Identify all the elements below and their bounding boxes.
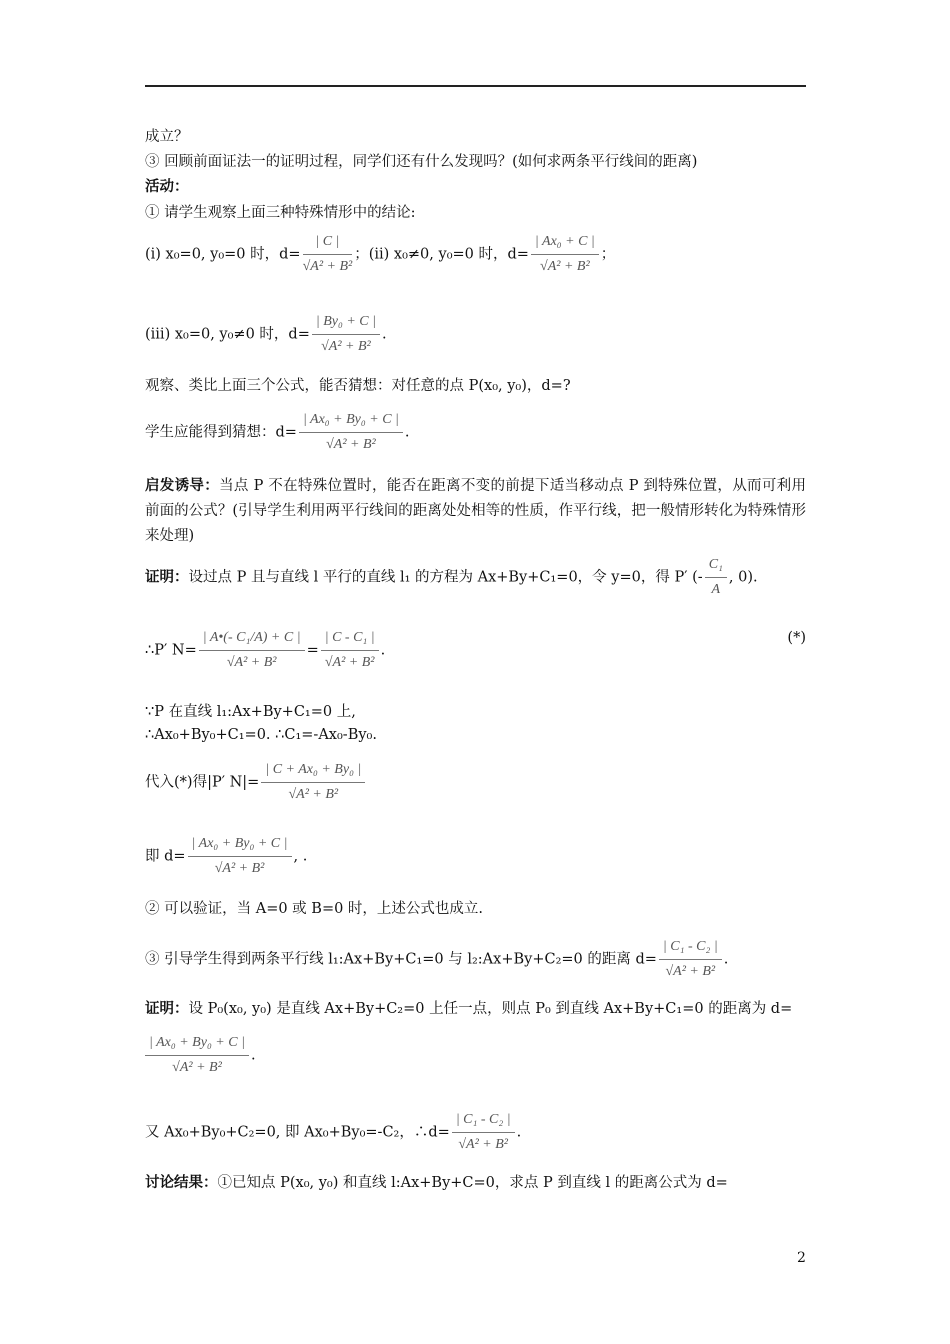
numerator: | Ax₀ + C | bbox=[531, 232, 599, 255]
text-line: ∵P 在直线 l₁:Ax+By+C₁=0 上, bbox=[145, 704, 356, 720]
text: 设 P₀(x₀, y₀) 是直线 Ax+By+C₂=0 上任一点，则点 P₀ 到直线 Ax+By+C₁=0 的距离为 d= bbox=[188, 1001, 793, 1017]
formula-line bbox=[145, 834, 806, 879]
fraction bbox=[321, 628, 379, 673]
denominator: √A² + B² bbox=[172, 1060, 222, 1075]
text: . bbox=[250, 1047, 256, 1064]
text-line: ∴Ax₀+By₀+C₁=0. ∴C₁=-Ax₀-By₀. bbox=[145, 727, 377, 743]
numerator: | Ax₀ + By₀ + C | bbox=[299, 410, 403, 433]
text: , 0). bbox=[728, 569, 758, 586]
numerator: | Ax₀ + By₀ + C | bbox=[145, 1033, 249, 1056]
section-label: 活动： bbox=[145, 178, 189, 195]
denominator: √A² + B² bbox=[321, 339, 371, 354]
formula-line bbox=[145, 628, 806, 673]
numerator: | By₀ + C | bbox=[312, 312, 380, 335]
denominator: √A² + B² bbox=[324, 655, 375, 670]
page-number: 2 bbox=[797, 1250, 806, 1266]
result-label: 讨论结果： bbox=[145, 1174, 218, 1191]
fraction bbox=[659, 937, 722, 982]
fraction bbox=[312, 312, 380, 357]
text-line: ③ 回顾前面证法一的证明过程，同学们还有什么发现吗？(如何求两条平行线间的距离) bbox=[145, 154, 698, 170]
numerator: | C - C₁ | bbox=[321, 628, 379, 651]
text: 即 d= bbox=[145, 848, 186, 865]
text: ； bbox=[600, 246, 616, 263]
numerator: | C₁ - C₂ | bbox=[659, 937, 722, 960]
numerator: | Ax₀ + By₀ + C | bbox=[188, 834, 292, 857]
denominator: √A² + B² bbox=[302, 259, 353, 274]
denominator: √A² + B² bbox=[214, 861, 265, 876]
paragraph-text: 当点 P 不在特殊位置时，能否在距离不变的前提下适当移动点 P 到特殊位置，从而可利用前面的公式？(引导学生利用两平行线间的距离处处相等的性质，作平行线，把一般情形转化为特殊情形来处理) bbox=[145, 478, 806, 544]
text-line: 观察、类比上面三个公式，能否猜想：对任意的点 P(x₀, y₀)，d=? bbox=[145, 378, 571, 394]
text: (ⅲ) x₀=0, y₀≠0 时，d= bbox=[145, 326, 310, 343]
text: . bbox=[404, 424, 410, 441]
text-line: 成立？ bbox=[145, 129, 189, 145]
text: . bbox=[380, 642, 386, 659]
text: ；(ⅱ) x₀≠0, y₀=0 时，d= bbox=[354, 246, 529, 263]
paragraph bbox=[145, 473, 806, 549]
numerator: C₁ bbox=[705, 555, 727, 578]
denominator: A bbox=[711, 582, 721, 597]
denominator: √A² + B² bbox=[665, 964, 716, 979]
text-line bbox=[145, 999, 806, 1019]
fraction bbox=[261, 760, 365, 805]
text: (ⅰ) x₀=0, y₀=0 时，d= bbox=[145, 246, 301, 263]
fraction bbox=[705, 555, 727, 600]
fraction bbox=[531, 232, 599, 277]
fraction bbox=[303, 232, 353, 277]
text-line bbox=[145, 1173, 806, 1193]
proof-label: 证明： bbox=[145, 1000, 189, 1017]
numerator: | C | bbox=[303, 232, 353, 255]
formula-line bbox=[145, 410, 806, 455]
paragraph-label: 启发诱导： bbox=[145, 477, 220, 494]
text: ③ 引导学生得到两条平行线 l₁:Ax+By+C₁=0 与 l₂:Ax+By+C₂=0 的距离 d= bbox=[145, 951, 657, 968]
text: 代入(*)得|P′ N|= bbox=[145, 774, 260, 791]
formula-line bbox=[145, 937, 806, 982]
numerator: | C + Ax₀ + By₀ | bbox=[261, 760, 365, 783]
text: . bbox=[723, 951, 729, 968]
numerator: | C₁ - C₂ | bbox=[452, 1110, 515, 1133]
text: 学生应能得到猜想：d= bbox=[145, 424, 297, 441]
denominator: √A² + B² bbox=[288, 787, 339, 802]
text: ∴P′ N= bbox=[145, 642, 197, 659]
text: 设过点 P 且与直线 l 平行的直线 l₁ 的方程为 Ax+By+C₁=0，令 y=0，得 P′ (- bbox=[188, 569, 703, 586]
fraction bbox=[145, 1033, 249, 1078]
denominator: √A² + B² bbox=[458, 1137, 509, 1152]
formula-line bbox=[145, 1033, 806, 1078]
formula-line bbox=[145, 1110, 806, 1155]
text: . bbox=[516, 1124, 522, 1141]
text: . bbox=[381, 326, 387, 343]
equation-marker: (*) bbox=[787, 630, 806, 646]
denominator: √A² + B² bbox=[540, 259, 590, 274]
text-line: ① 请学生观察上面三种特殊情形中的结论: bbox=[145, 205, 416, 221]
text: 又 Ax₀+By₀+C₂=0, 即 Ax₀+By₀=-C₂，∴d= bbox=[145, 1124, 450, 1141]
numerator: | A•(- C₁/A) + C | bbox=[199, 628, 305, 651]
text-line: ② 可以验证，当 A=0 或 B=0 时，上述公式也成立. bbox=[145, 901, 484, 917]
text: ①已知点 P(x₀, y₀) 和直线 l:Ax+By+C=0，求点 P 到直线 l 的距离公式为 d= bbox=[217, 1175, 728, 1191]
formula-line bbox=[145, 760, 806, 805]
text: = bbox=[306, 642, 319, 659]
fraction bbox=[299, 410, 403, 455]
denominator: √A² + B² bbox=[226, 655, 277, 670]
proof-label: 证明： bbox=[145, 568, 189, 586]
header-rule bbox=[145, 85, 806, 87]
formula-line bbox=[145, 232, 806, 277]
fraction bbox=[452, 1110, 515, 1155]
formula-line bbox=[145, 312, 806, 357]
text: , . bbox=[293, 848, 308, 865]
denominator: √A² + B² bbox=[326, 437, 376, 452]
fraction bbox=[199, 628, 305, 673]
fraction bbox=[188, 834, 292, 879]
formula-line bbox=[145, 555, 806, 600]
